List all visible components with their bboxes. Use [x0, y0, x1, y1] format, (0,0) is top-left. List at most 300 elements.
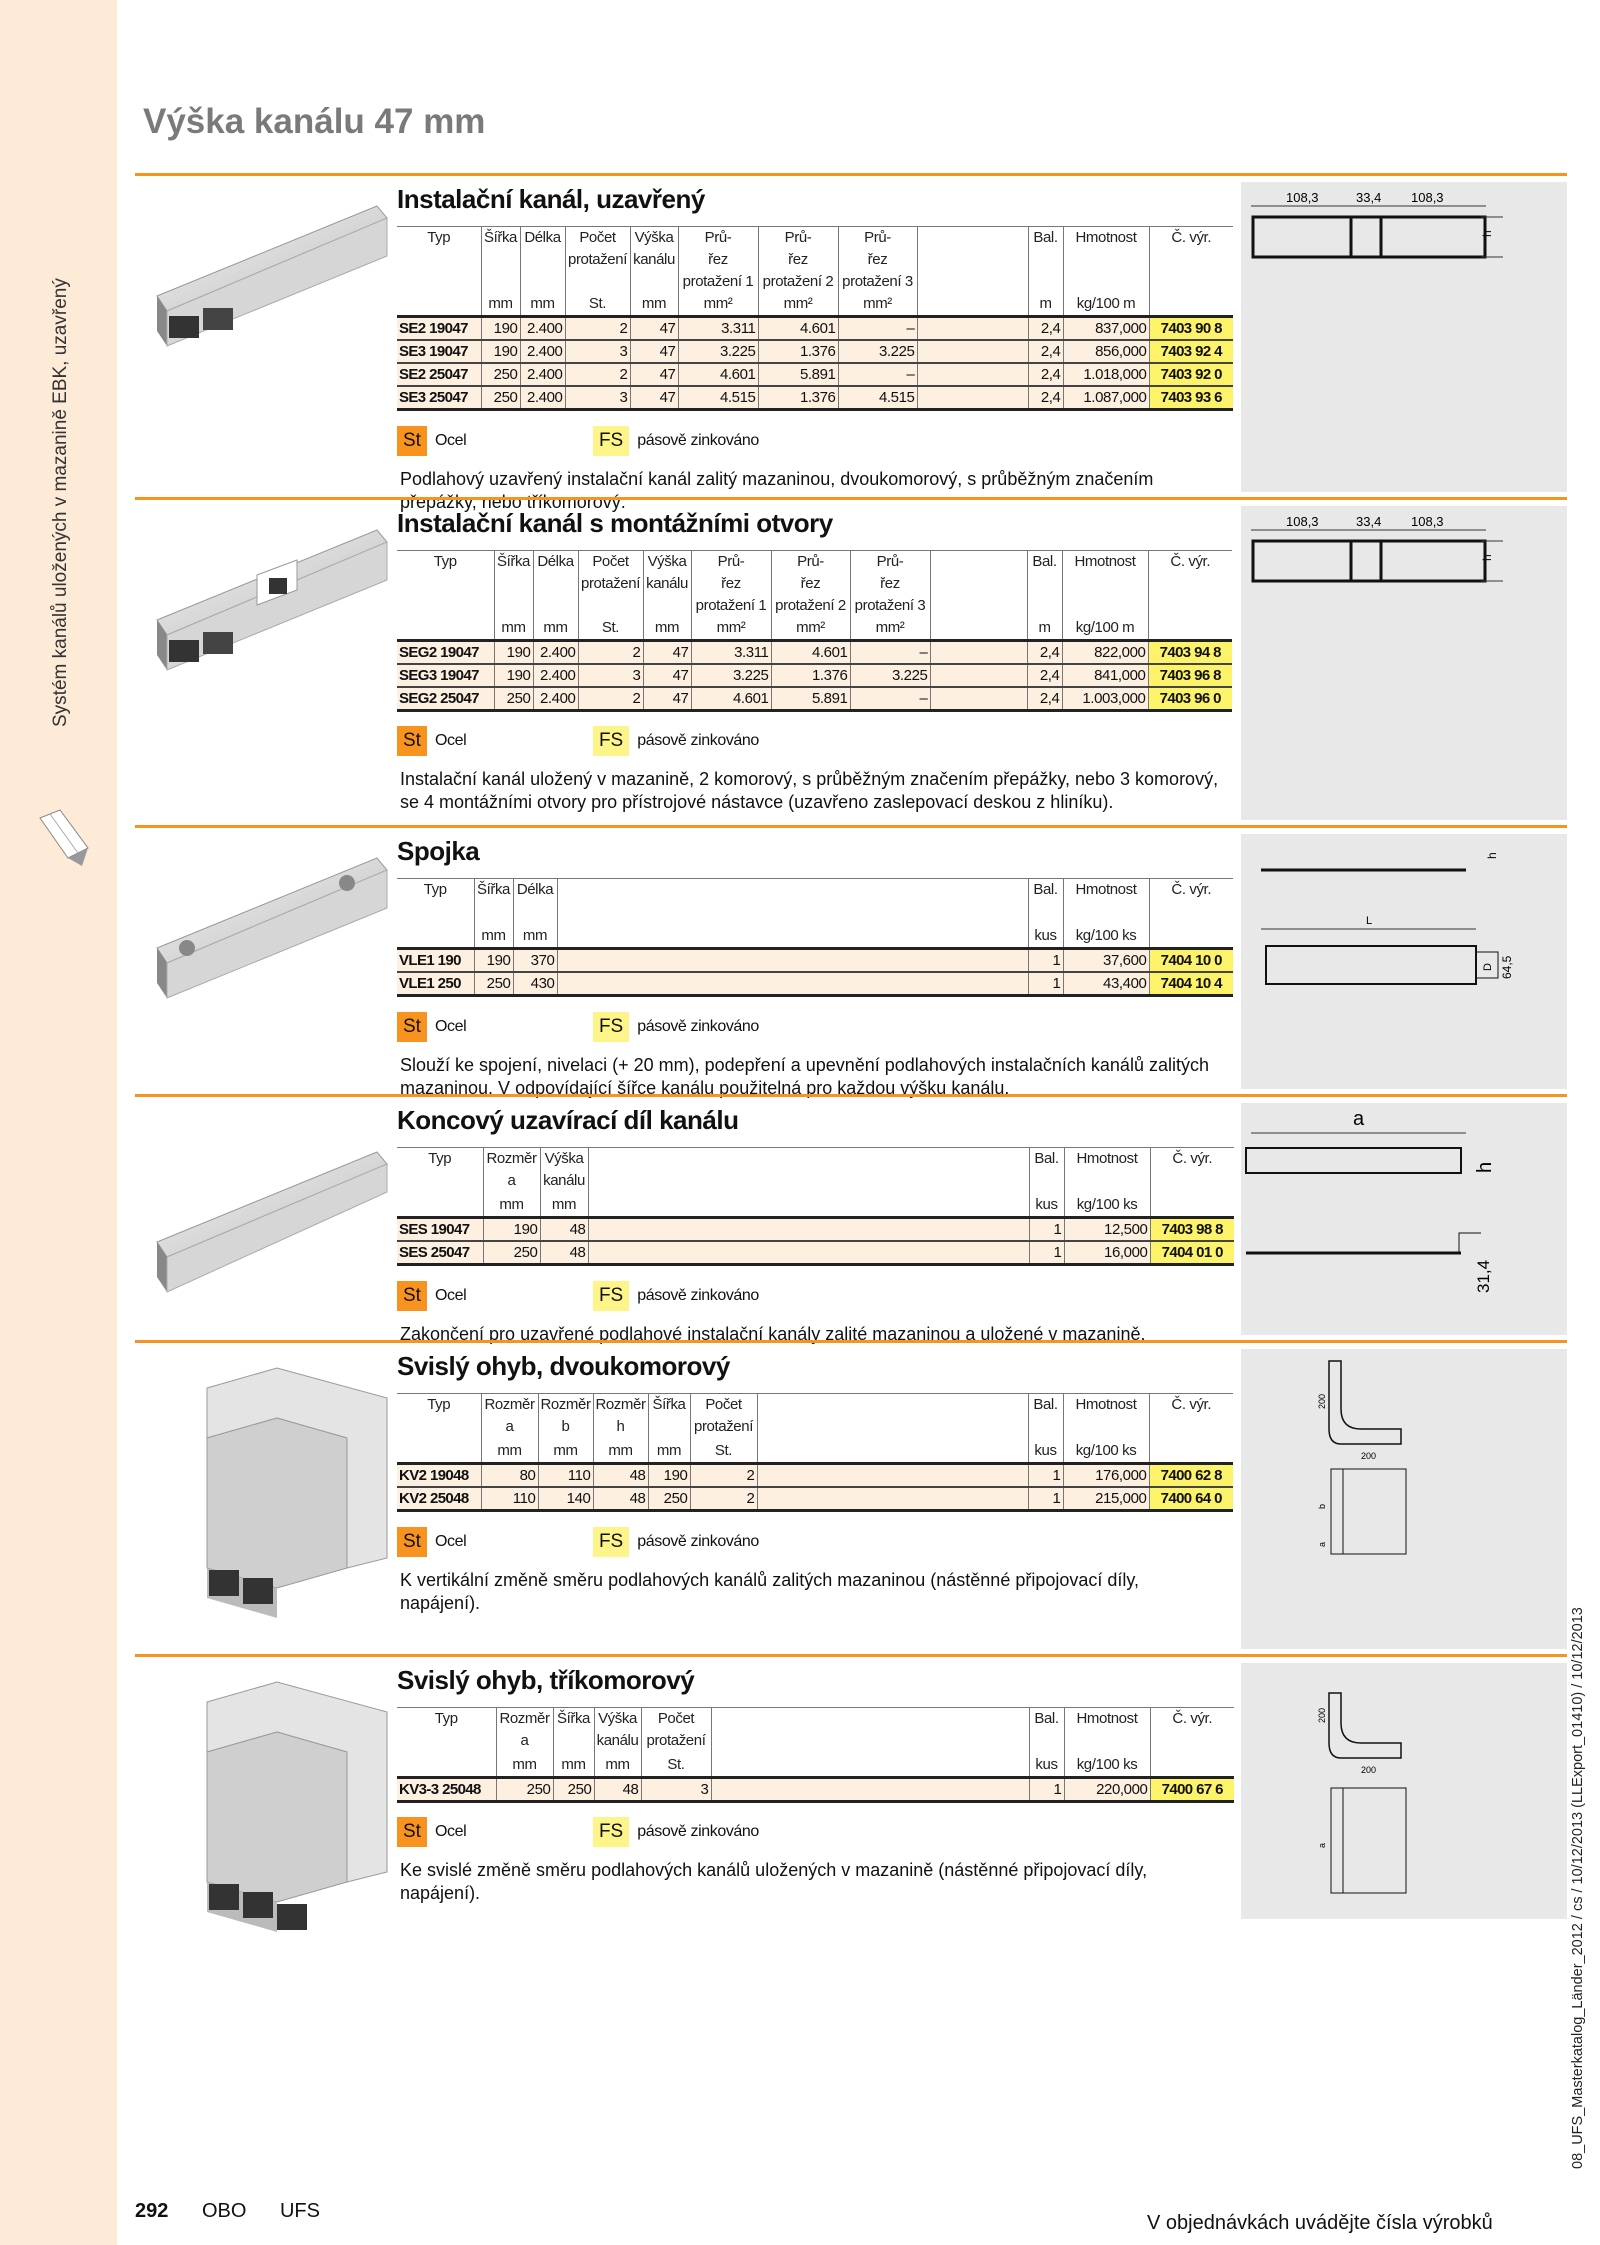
table-cell: 250: [553, 1778, 594, 1802]
table-cell: 47: [643, 687, 691, 711]
table-cell: 47: [643, 641, 691, 665]
column-label: Bal.: [1032, 553, 1057, 570]
type-code: KV2 25048: [397, 1487, 481, 1511]
table-row: [397, 664, 1232, 687]
dimension-label: 33,4: [1356, 190, 1382, 205]
dimension-label: 200: [1361, 1765, 1377, 1775]
finish-label-fs: pásově zinkováno: [637, 1823, 759, 1840]
column-unit: mm: [481, 927, 506, 944]
table-cell: 2.400: [533, 641, 578, 665]
article-number: 7403 94 8: [1148, 641, 1232, 665]
column-label: Počet protažení: [646, 1710, 706, 1749]
article-number: 7404 01 0: [1150, 1241, 1234, 1265]
type-code: SES 25047: [397, 1241, 483, 1265]
type-code: SE3 19047: [397, 340, 481, 363]
column-label: Prů- řez protažení 2: [762, 229, 834, 290]
product-table: [397, 1393, 1233, 1512]
table-cell: 2.400: [520, 386, 565, 410]
column-unit: mm: [499, 1196, 524, 1213]
table-cell: [917, 386, 1028, 410]
type-code: SES 19047: [397, 1218, 483, 1242]
table-cell: 2,4: [1028, 317, 1063, 341]
table-cell: 1: [1028, 949, 1063, 973]
material-legend: [397, 1012, 767, 1042]
side-meta-text: 08_UFS_Masterkatalog_Länder_2012 / cs / 10/12/2013 (LLExport_01410) / 10/12/2013: [1570, 1607, 1586, 2169]
table-cell: 190: [483, 1218, 540, 1242]
table-cell: 2.400: [520, 363, 565, 386]
technical-drawing: [1241, 182, 1567, 492]
column-unit: mm: [522, 927, 548, 944]
table-row: [397, 949, 1233, 973]
article-number: 7403 96 8: [1148, 664, 1232, 687]
type-code: SEG2 25047: [397, 687, 494, 711]
finish-label-fs: pásově zinkováno: [637, 1533, 759, 1550]
table-cell: 190: [648, 1464, 690, 1488]
product-image: [147, 1672, 397, 1967]
table-cell: 250: [496, 1778, 553, 1802]
column-header: [1148, 551, 1232, 641]
table-cell: 3: [565, 340, 630, 363]
section-title: Instalační kanál s montážními otvory: [397, 508, 833, 538]
product-table: [397, 1147, 1234, 1266]
table-cell: 370: [513, 949, 557, 973]
table-cell: 856,000: [1063, 340, 1149, 363]
material-label-st: Ocel: [434, 432, 467, 449]
table-cell: 2,4: [1027, 687, 1062, 711]
column-header: [771, 551, 850, 641]
table-cell: –: [838, 363, 917, 386]
column-header: [520, 227, 565, 317]
table-cell: [930, 641, 1027, 665]
footer-left: [135, 2200, 348, 2223]
column-header: [397, 1708, 496, 1778]
column-unit: m: [1039, 295, 1052, 312]
material-label-st: Ocel: [434, 1823, 467, 1840]
table-row: [397, 687, 1232, 711]
column-header: [1028, 879, 1063, 949]
table-cell: 3.311: [678, 317, 758, 341]
product-description: Ke svislé změně směru podlahových kanálů uložených v mazanině (nástěnné připojovací díly, napájení).: [400, 1860, 1148, 1903]
section-title: Instalační kanál, uzavřený: [397, 184, 705, 214]
column-label: Rozměr a: [484, 1396, 535, 1435]
article-number: 7404 10 4: [1149, 972, 1233, 996]
table-cell: [711, 1778, 1029, 1802]
dimension-label: a: [1317, 1842, 1327, 1848]
column-unit: mm: [553, 1442, 578, 1459]
material-badge-st: St: [397, 726, 427, 756]
table-cell: 822,000: [1062, 641, 1148, 665]
column-label: Výška kanálu: [543, 1150, 585, 1189]
table-cell: [557, 972, 1028, 996]
table-cell: 47: [643, 664, 691, 687]
table-cell: [917, 340, 1028, 363]
column-label: Č. výr.: [1171, 229, 1212, 246]
column-unit: mm²: [703, 295, 733, 312]
finish-badge-fs: FS: [593, 1012, 629, 1042]
column-label: Rozměr b: [540, 1396, 591, 1435]
column-header: [917, 227, 1028, 317]
product-description: Podlahový uzavřený instalační kanál zalitý mazaninou, dvoukomorový, s průběžným značením přepážky, nebo tříkomorový.: [400, 469, 1154, 512]
dimension-label: 33,4: [1356, 514, 1382, 529]
column-label: Č. výr.: [1171, 1396, 1212, 1413]
material-badge-st: St: [397, 1012, 427, 1042]
column-header: [1028, 227, 1063, 317]
table-cell: 48: [593, 1464, 648, 1488]
column-label: Počet protažení: [581, 553, 640, 592]
column-unit: mm²: [796, 619, 825, 636]
column-header: [648, 1394, 690, 1464]
table-cell: 110: [538, 1464, 593, 1488]
table-cell: 47: [630, 386, 678, 410]
product-section: [135, 1654, 1567, 1924]
table-cell: 1.003,000: [1062, 687, 1148, 711]
column-unit: mm: [654, 619, 680, 636]
table-cell: 190: [481, 317, 520, 341]
section-title: Svislý ohyb, dvoukomorový: [397, 1351, 730, 1381]
table-cell: 48: [540, 1241, 588, 1265]
dimension-label: b: [1317, 1503, 1327, 1509]
column-header: [643, 551, 691, 641]
dimension-label: 108,3: [1286, 514, 1319, 529]
column-label: Hmotnost: [1075, 1396, 1137, 1413]
table-cell: 841,000: [1062, 664, 1148, 687]
table-cell: 250: [648, 1487, 690, 1511]
type-code: VLE1 250: [397, 972, 474, 996]
article-number: 7400 64 0: [1149, 1487, 1233, 1511]
column-unit: mm: [608, 1442, 633, 1459]
column-label: Typ: [433, 553, 457, 570]
table-row: [397, 363, 1233, 386]
column-header: [758, 227, 838, 317]
dimension-label: h: [1480, 554, 1494, 561]
column-label: Bal.: [1034, 1710, 1059, 1727]
table-row: [397, 1464, 1233, 1488]
table-cell: 190: [481, 340, 520, 363]
table-cell: 47: [630, 317, 678, 341]
column-header: [1064, 1148, 1150, 1218]
material-badge-st: St: [397, 426, 427, 456]
table-cell: 250: [481, 386, 520, 410]
table-cell: 215,000: [1063, 1487, 1149, 1511]
product-description: Instalační kanál uložený v mazanině, 2 komorový, s průběžným značením přepážky, nebo 3 komorový, se 4 montážními otvory pro přístrojové nástavce (uzavřeno zaslepovací deskou z hliníku).: [400, 769, 1219, 812]
table-cell: [757, 1464, 1028, 1488]
column-header: [538, 1394, 593, 1464]
table-cell: 2: [690, 1487, 757, 1511]
column-unit: mm²: [875, 619, 905, 636]
column-label: Počet protažení: [568, 229, 627, 268]
table-cell: [917, 317, 1028, 341]
page-number: 292: [135, 2200, 169, 2222]
table-cell: 43,400: [1063, 972, 1149, 996]
table-cell: –: [850, 687, 930, 711]
article-number: 7404 10 0: [1149, 949, 1233, 973]
column-header: [678, 227, 758, 317]
column-header: [1027, 551, 1062, 641]
column-label: Délka: [524, 229, 561, 246]
table-cell: [917, 363, 1028, 386]
column-header: [838, 227, 917, 317]
table-row: [397, 972, 1233, 996]
column-header: [1149, 1394, 1233, 1464]
material-badge-st: St: [397, 1527, 427, 1557]
dimension-label: h: [1485, 852, 1499, 859]
column-label: Počet protažení: [694, 1396, 753, 1435]
table-cell: 2,4: [1028, 386, 1063, 410]
table-cell: 3.225: [838, 340, 917, 363]
column-unit: kus: [1034, 1442, 1057, 1459]
column-header: [557, 879, 1028, 949]
column-header: [483, 1148, 540, 1218]
product-section: [135, 1340, 1567, 1654]
table-cell: 3.225: [850, 664, 930, 687]
column-label: Prů- řez protažení 2: [775, 553, 846, 614]
article-number: 7403 92 4: [1149, 340, 1233, 363]
technical-drawing: [1241, 506, 1567, 820]
article-number: 7403 98 8: [1150, 1218, 1234, 1242]
product-image: [147, 838, 397, 1043]
section-title: Svislý ohyb, tříkomorový: [397, 1665, 695, 1695]
column-label: Č. výr.: [1171, 881, 1212, 898]
column-header: [553, 1708, 594, 1778]
column-label: Prů- řez protažení 1: [695, 553, 767, 614]
table-cell: 4.601: [758, 317, 838, 341]
column-label: Šířka: [652, 1396, 686, 1413]
technical-drawing: [1241, 1663, 1567, 1919]
column-label: Typ: [427, 229, 451, 246]
table-cell: 430: [513, 972, 557, 996]
column-header: [540, 1148, 588, 1218]
column-unit: mm: [605, 1756, 630, 1773]
column-unit: mm: [512, 1756, 537, 1773]
type-code: KV2 19048: [397, 1464, 481, 1488]
table-cell: 250: [483, 1241, 540, 1265]
product-section: [135, 173, 1567, 512]
table-cell: 4.515: [838, 386, 917, 410]
article-number: 7403 93 6: [1149, 386, 1233, 410]
column-header: [496, 1708, 553, 1778]
table-cell: –: [838, 317, 917, 341]
product-image: [147, 1132, 397, 1337]
column-label: Výška kanálu: [596, 1710, 639, 1749]
table-cell: 4.601: [771, 641, 850, 665]
table-cell: 190: [494, 641, 533, 665]
column-unit: St.: [714, 1442, 733, 1459]
column-header: [1150, 1708, 1234, 1778]
column-unit: St.: [667, 1756, 685, 1773]
table-cell: 48: [594, 1778, 641, 1802]
table-row: [397, 386, 1233, 410]
footer-brand: OBO: [201, 2200, 247, 2222]
column-header: [1149, 879, 1233, 949]
product-image: [147, 510, 397, 715]
material-legend: [397, 1817, 767, 1847]
column-label: Hmotnost: [1074, 553, 1136, 570]
table-cell: 2,4: [1027, 664, 1062, 687]
column-header: [397, 879, 474, 949]
product-table: [397, 878, 1233, 997]
table-cell: 2: [578, 687, 643, 711]
table-cell: 2.400: [520, 317, 565, 341]
column-header: [494, 551, 533, 641]
column-unit: kg/100 ks: [1076, 1756, 1138, 1773]
table-cell: 1.376: [758, 386, 838, 410]
column-label: Prů- řez protažení 3: [854, 553, 926, 614]
material-badge-st: St: [397, 1817, 427, 1847]
column-label: Typ: [427, 1396, 451, 1413]
table-cell: 2.400: [533, 687, 578, 711]
column-header: [1063, 1394, 1149, 1464]
table-cell: 2,4: [1028, 340, 1063, 363]
table-cell: 1: [1028, 972, 1063, 996]
page-title: Výška kanálu 47 mm: [143, 102, 486, 141]
product-section: [135, 497, 1567, 825]
column-unit: mm: [561, 1756, 586, 1773]
column-header: [474, 879, 513, 949]
table-row: [397, 641, 1232, 665]
type-code: SEG2 19047: [397, 641, 494, 665]
column-header: [565, 227, 630, 317]
table-cell: [757, 1487, 1028, 1511]
column-header: [481, 227, 520, 317]
column-label: Č. výr.: [1172, 1710, 1213, 1727]
product-description: K vertikální změně směru podlahových kanálů zalitých mazaninou (nástěnné připojovací díly, napájení).: [400, 1570, 1140, 1613]
column-label: Šířka: [483, 229, 517, 246]
table-cell: [930, 687, 1027, 711]
column-header: [397, 551, 494, 641]
column-label: Výška kanálu: [633, 229, 675, 268]
table-cell: 12,500: [1064, 1218, 1150, 1242]
column-unit: mm: [641, 295, 667, 312]
table-cell: 2: [578, 641, 643, 665]
table-cell: 1.376: [771, 664, 850, 687]
table-row: [397, 1778, 1234, 1802]
sidebar: [0, 0, 117, 2245]
article-number: 7403 90 8: [1149, 317, 1233, 341]
column-unit: mm: [530, 295, 555, 312]
finish-label-fs: pásově zinkováno: [637, 432, 759, 449]
table-cell: 1.087,000: [1063, 386, 1149, 410]
column-label: Rozměr a: [499, 1710, 550, 1749]
table-cell: 5.891: [771, 687, 850, 711]
column-unit: mm: [501, 619, 526, 636]
column-header: [481, 1394, 538, 1464]
technical-drawing: [1241, 1103, 1567, 1335]
column-header: [757, 1394, 1028, 1464]
table-cell: 1: [1029, 1241, 1064, 1265]
table-cell: 2,4: [1028, 363, 1063, 386]
finish-badge-fs: FS: [593, 1281, 629, 1311]
dimension-label: 200: [1361, 1451, 1377, 1461]
column-header: [1028, 1394, 1063, 1464]
table-cell: 190: [494, 664, 533, 687]
table-cell: 4.515: [678, 386, 758, 410]
column-label: Výška kanálu: [646, 553, 688, 592]
column-label: Délka: [537, 553, 574, 570]
channel-section-icon: [38, 808, 90, 868]
dimension-label: 200: [1317, 1707, 1327, 1723]
table-row: [397, 340, 1233, 363]
column-label: Č. výr.: [1170, 553, 1211, 570]
material-badge-st: St: [397, 1281, 427, 1311]
column-unit: mm²: [863, 295, 892, 312]
technical-drawing: [1241, 1349, 1567, 1649]
column-label: Rozměr a: [486, 1150, 537, 1189]
table-cell: 190: [474, 949, 513, 973]
type-code: SE2 19047: [397, 317, 481, 341]
product-description: Zakončení pro uzavřené podlahové instalační kanály zalité mazaninou a uložené v mazanině.: [400, 1324, 1146, 1344]
material-legend: [397, 1527, 767, 1557]
table-cell: 176,000: [1063, 1464, 1149, 1488]
column-label: Typ: [434, 1710, 458, 1727]
table-cell: 3: [641, 1778, 711, 1802]
finish-label-fs: pásově zinkováno: [637, 732, 759, 749]
column-header: [397, 1148, 483, 1218]
table-cell: 140: [538, 1487, 593, 1511]
column-unit: kg/100 ks: [1076, 1196, 1138, 1213]
material-label-st: Ocel: [434, 1287, 467, 1304]
dimension-label: h: [1474, 1161, 1496, 1173]
table-cell: 48: [593, 1487, 648, 1511]
table-cell: 1: [1029, 1778, 1064, 1802]
table-cell: 1.018,000: [1063, 363, 1149, 386]
column-header: [1063, 879, 1149, 949]
table-cell: [588, 1241, 1029, 1265]
table-cell: 3.225: [691, 664, 771, 687]
table-cell: 2.400: [533, 664, 578, 687]
column-unit: mm: [543, 619, 568, 636]
column-header: [1029, 1148, 1064, 1218]
column-header: [533, 551, 578, 641]
finish-badge-fs: FS: [593, 1817, 629, 1847]
section-title: Koncový uzavírací díl kanálu: [397, 1105, 739, 1135]
product-table: [397, 226, 1233, 411]
column-header: [690, 1394, 757, 1464]
material-legend: [397, 426, 767, 456]
table-cell: 1: [1028, 1464, 1063, 1488]
column-unit: kg/100 ks: [1075, 1442, 1137, 1459]
column-header: [1150, 1148, 1234, 1218]
column-label: Délka: [516, 881, 554, 898]
type-code: VLE1 190: [397, 949, 474, 973]
dimension-label: 108,3: [1411, 190, 1444, 205]
column-unit: kg/100 m: [1076, 295, 1136, 312]
column-unit: kus: [1035, 1196, 1058, 1213]
table-row: [397, 1241, 1234, 1265]
column-header: [630, 227, 678, 317]
table-cell: 3: [578, 664, 643, 687]
product-image: [147, 1358, 397, 1653]
finish-badge-fs: FS: [593, 426, 629, 456]
table-cell: [557, 949, 1028, 973]
article-number: 7403 96 0: [1148, 687, 1232, 711]
column-header: [397, 1394, 481, 1464]
column-label: Č. výr.: [1172, 1150, 1213, 1167]
column-unit: kus: [1034, 927, 1057, 944]
column-label: Typ: [423, 881, 447, 898]
table-cell: 2: [690, 1464, 757, 1488]
table-cell: 250: [481, 363, 520, 386]
dimension-label: 108,3: [1286, 190, 1319, 205]
column-header: [588, 1148, 1029, 1218]
dimension-label: 31,4: [1474, 1259, 1493, 1293]
type-code: SEG3 19047: [397, 664, 494, 687]
article-number: 7403 92 0: [1149, 363, 1233, 386]
column-header: [641, 1708, 711, 1778]
footer-section: UFS: [279, 2200, 320, 2222]
column-label: Hmotnost: [1075, 229, 1137, 246]
product-section: [135, 825, 1567, 1098]
type-code: SE3 25047: [397, 386, 481, 410]
